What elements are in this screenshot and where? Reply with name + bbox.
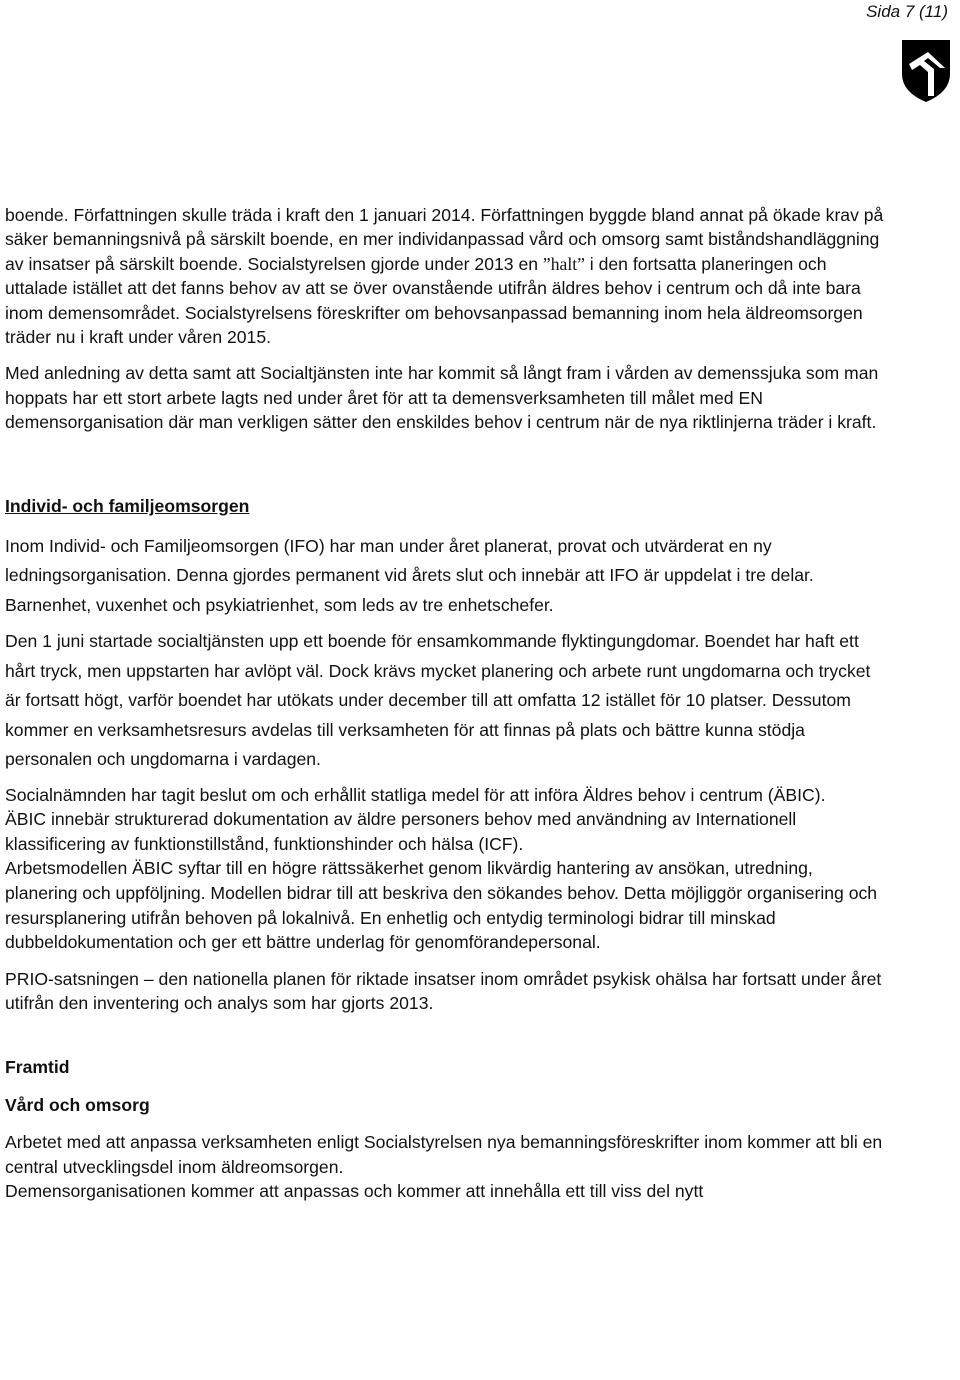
paragraph-bemanning: Arbetet med att anpassa verksamheten enligt Socialstyrelsen nya bemanningsföreskrifter inom kommer att bli en central utvecklingsdel inom äldreomsorgen. <box>5 1132 883 1177</box>
paragraph-abic: ÄBIC innebär strukturerad dokumentation av äldre personers behov med användning av Internationell klassificering av funktionstillstånd, funktionshinder och hälsa (ICF). <box>5 809 797 854</box>
paragraph-demensorganisation: Demensorganisationen kommer att anpassas och kommer att innehålla ett till viss del nytt <box>5 1181 704 1202</box>
paragraph-text-start: boende. Författningen skulle träda i kraft den 1 januari 2014. Författningen byggde bland annat på ökade krav på säker bemanningsnivå på särskilt boende, en mer individanpassad vård och omsorg samt biståndshandläggning av insatser på särskilt boende. Socialstyrelsen gjorde under 2013 en <box>5 205 884 274</box>
paragraph-socialnamnden: Socialnämnden har tagit beslut om och erhållit statliga medel för att införa Äldres behov i centrum (ÄBIC). <box>5 784 826 805</box>
paragraph-boende-ensamkommande: Den 1 juni startade socialtjänsten upp ett boende för ensamkommande flyktingungdomar. Boendet har haft ett hårt tryck, men uppstarten har avlöpt väl. Dock krävs mycket planering och arbete runt ungdomarna och trycket är fortsatt högt, varför boendet har utökats under december till att omfatta 12 istället för 10 platser. Dessutom kommer en verksamhetsresurs avdelas till verksamheten för att finnas på plats och bättre kunna stödja personalen och ungdomarna i vardagen. <box>5 631 871 770</box>
paragraph-ecodesign <box>5 203 885 349</box>
heading-individ-familjeomsorgen: Individ- och familjeomsorgen <box>5 495 250 516</box>
municipal-coat-of-arms-icon <box>900 38 952 104</box>
heading-vard-och-omsorg: Vård och omsorg <box>5 1095 150 1115</box>
document-body <box>5 203 885 1204</box>
quoted-word: ”halt” <box>542 253 585 274</box>
page-number: Sida 7 (11) <box>866 2 948 21</box>
paragraph-text-end: i den fortsatta planeringen och uttalade istället att det fanns behov av att se över ovanstående utifrån äldres behov i centrum och då inte bara inom demensområdet. Socialstyrelsens föreskrifter om behovsanpassad bemanning inom hela äldreomsorgen träder nu i kraft under våren 2015. <box>5 253 863 348</box>
paragraph-arbetsmodellen: Arbetsmodellen ÄBIC syftar till en högre rättssäkerhet genom likvärdig hantering av ansökan, utredning, planering och uppföljning. Modellen bidrar till att beskriva den sökandes behov. Detta möjliggör organisering och resursplanering utifrån behoven på lokalnivå. En enhetlig och entydig terminologi bidrar till minskad dubbeldokumentation och ger ett bättre underlag för genomförandepersonal. <box>5 858 878 953</box>
paragraph-ifo: Inom Individ- och Familjeomsorgen (IFO) har man under året planerat, provat och utvärderat en ny ledningsorganisation. Denna gjordes permanent vid årets slut och innebär att IFO är uppdelat i tre delar. Barnenhet, vuxenhet och psykiatrienhet, som leds av tre enhetschefer. <box>5 535 814 615</box>
paragraph-dementia: Med anledning av detta samt att Socialtjänsten inte har kommit så långt fram i vården av demenssjuka som man hoppats har ett stort arbete lagts ned under året för att ta demensverksamheten till målet med EN demensorganisation där man verkligen sätter den enskildes behov i centrum när de nya riktlinjerna träder i kraft. <box>5 363 879 433</box>
heading-framtid: Framtid <box>5 1057 70 1077</box>
paragraph-prio: PRIO-satsningen – den nationella planen för riktade insatser inom området psykisk ohälsa har fortsatt under året utifrån den inventering och analys som har gjorts 2013. <box>5 968 882 1014</box>
